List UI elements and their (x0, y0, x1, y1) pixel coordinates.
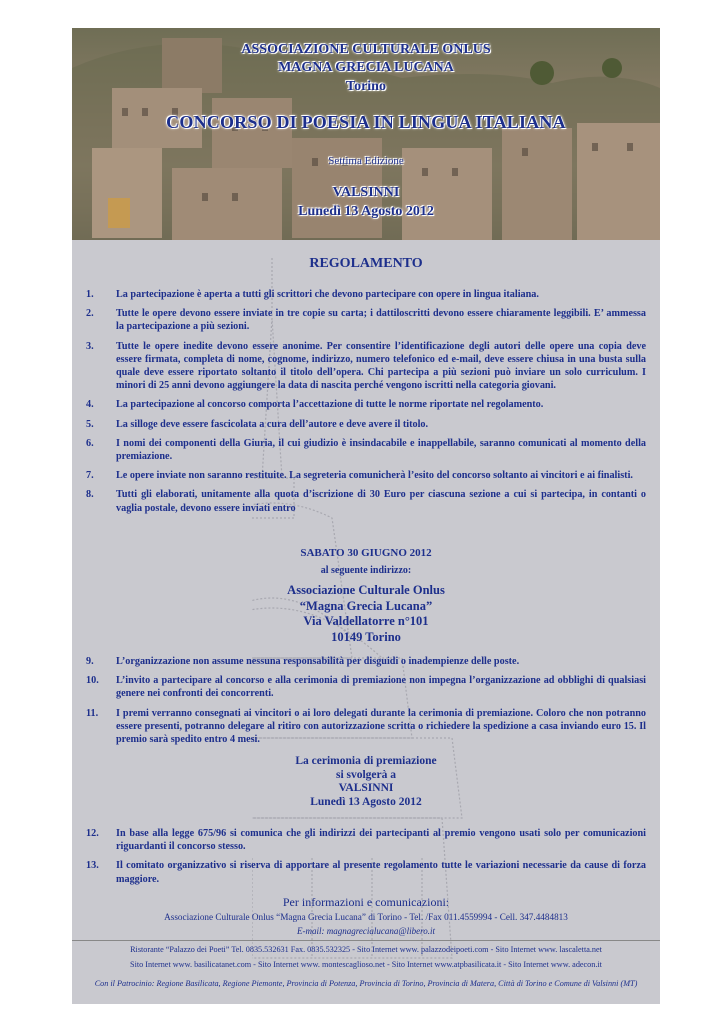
association-name: ASSOCIAZIONE CULTURALE ONLUS (241, 42, 491, 57)
rule-text: La silloge deve essere fascicolata a cura dell’autore e deve avere il titolo. (116, 418, 429, 430)
deadline: SABATO 30 GIUGNO 2012 (300, 547, 432, 559)
rule-item (86, 674, 646, 700)
rule-item (86, 859, 646, 885)
rule-item (86, 655, 646, 668)
address-line: “Magna Grecia Lucana” (299, 598, 433, 613)
rule-number: 13. (86, 860, 99, 872)
address-intro: al seguente indirizzo: (320, 565, 412, 576)
ceremony-info (72, 755, 660, 809)
rule-number: 1. (86, 289, 94, 300)
ceremony-line: si svolgerà a (335, 768, 397, 781)
info-title: Per informazioni e comunicazioni: (282, 895, 450, 909)
ceremony-line: VALSINNI (338, 782, 394, 794)
footer-divider (72, 940, 660, 941)
flyer-page (72, 28, 660, 1004)
rule-text: Tutti gli elaborati, unitamente alla quota d’iscrizione di 30 Euro per ciascuna sezione a cui si partecipa, in contanti o vaglia postale, devono essere inviati entro (116, 489, 646, 514)
ceremony-line: La cerimonia di premiazione (295, 755, 437, 767)
regolamento-title: REGOLAMENTO (309, 256, 423, 271)
rules-list-a (86, 288, 646, 521)
event-place: VALSINNI (332, 185, 400, 200)
rule-item (86, 827, 646, 853)
rule-text: L’organizzazione non assume nessuna responsabilità per disguidi o inadempienze delle poste. (116, 656, 520, 667)
email-line: E-mail: magnagrecialucana@libero.it (296, 926, 436, 936)
rule-number: 7. (86, 470, 94, 482)
association-city: Torino (346, 79, 386, 94)
association-subname: MAGNA GRECIA LUCANA (278, 60, 454, 75)
rule-text: L’invito a partecipare al concorso e alla cerimonia di premiazione non impegna l’organizzazione ad obblighi di qualsiasi genere nei confronti dei concorrenti. (116, 675, 646, 700)
rule-text: La partecipazione al concorso comporta l’accettazione di tutte le norme riportate nel regolamento. (116, 399, 544, 411)
rule-number: 3. (86, 340, 94, 352)
patronage-line: Con il Patrocinio: Regione Basilicata, Regione Piemonte, Provincia di Potenza, Provincia di Torino, Provincia di Matera, Città di Torino e Comune di Valsinni (MT) (94, 979, 638, 988)
rule-text: Tutte le opere devono essere inviate in tre copie su carta; i dattiloscritti devono essere chiaramente leggibili. E’ ammessa la partecipazione a più sezioni. (116, 308, 646, 333)
rule-item (86, 307, 646, 333)
rules-list-c (86, 827, 646, 892)
rule-text: I nomi dei componenti della Giuria, il cui giudizio è insindacabile e inappellabile, saranno comunicati al momento della premiazione. (116, 437, 646, 463)
ceremony-line: Lunedì 13 Agosto 2012 (310, 795, 422, 808)
rule-item (86, 398, 646, 411)
rule-number: 9. (86, 656, 94, 667)
rule-text: Le opere inviate non saranno restituite. La segreteria comunicherà l’esito del concorso soltanto ai vincitori e ai finalisti. (116, 470, 633, 482)
rule-item (86, 288, 646, 301)
rule-item (86, 707, 646, 747)
address-line: Via Valdellatorre n°101 (303, 614, 429, 628)
sites-line-2: Sito Internet www. basilicatanet.com - Sito Internet www. montescaglioso.net - Sito Internet www.atpbasilicata.it - Sito Internet www. adecon.it (130, 960, 602, 969)
rule-number: 10. (86, 675, 99, 687)
rule-number: 5. (86, 418, 94, 430)
rule-number: 4. (86, 399, 94, 411)
rule-text: In base alla legge 675/96 si comunica che gli indirizzi dei partecipanti al premio vengono usati solo per comunicazioni riguardanti il concorso stesso. (116, 828, 646, 853)
sites-line-1: Ristorante “Palazzo dei Poeti” Tel. 0835.532631 Fax. 0835.532325 - Sito Internet www. palazzodeipoeti.com - Sito Internet www. lascaletta.net (130, 945, 602, 954)
header-banner (72, 28, 660, 240)
rule-text: I premi verranno consegnati ai vincitori o ai loro delegati durante la cerimonia di premiazione. Coloro che non potranno essere presenti, potranno delegare al ritiro con autorizzazione scritta o richiedere la spedizione a casa inviando euro 15. Il premio sarà spedito entro 4 mesi. (116, 707, 646, 746)
rule-item (86, 340, 646, 393)
rule-text: La partecipazione è aperta a tutti gli scrittori che devono partecipare con opere in lingua italiana. (116, 289, 539, 300)
edition-label: Settima Edizione (328, 155, 404, 167)
event-date: Lunedì 13 Agosto 2012 (298, 204, 434, 219)
rule-item (86, 488, 646, 514)
contest-title: CONCORSO DI POESIA IN LINGUA ITALIANA (166, 112, 566, 132)
rule-text: Tutte le opere inedite devono essere anonime. Per consentire l’identificazione degli autori delle opere una copia deve essere firmata, completa di nome, cognome, indirizzo, numero telefonico ed e-mail, deve essere chiusa in una busta sulla quale deve essere riportato soltanto il titolo dell’opera. Chi partecipa a più sezioni può inviare un solo curriculum. I minori di 25 anni devono aggiungere la data di nascita perché vengono iscritti nella categoria giovani. (116, 340, 646, 392)
address-line: 10149 Torino (331, 629, 401, 644)
rule-number: 12. (86, 828, 99, 839)
postal-address (72, 583, 660, 645)
rule-number: 6. (86, 437, 94, 449)
rule-item (86, 437, 646, 463)
rule-number: 2. (86, 308, 94, 320)
contact-line: Associazione Culturale Onlus “Magna Grecia Lucana” di Torino - Tel. /Fax 011.4559994 - Cell. 347.4484813 (164, 912, 568, 922)
rule-text: Il comitato organizzativo si riserva di apportare al presente regolamento tutte le variazioni necessarie da cause di forza maggiore. (116, 860, 646, 885)
rule-number: 11. (86, 707, 99, 719)
rule-number: 8. (86, 489, 94, 501)
address-line: Associazione Culturale Onlus (287, 583, 445, 597)
rule-item (86, 469, 646, 482)
rules-list-b (86, 655, 646, 752)
rule-item (86, 418, 646, 431)
